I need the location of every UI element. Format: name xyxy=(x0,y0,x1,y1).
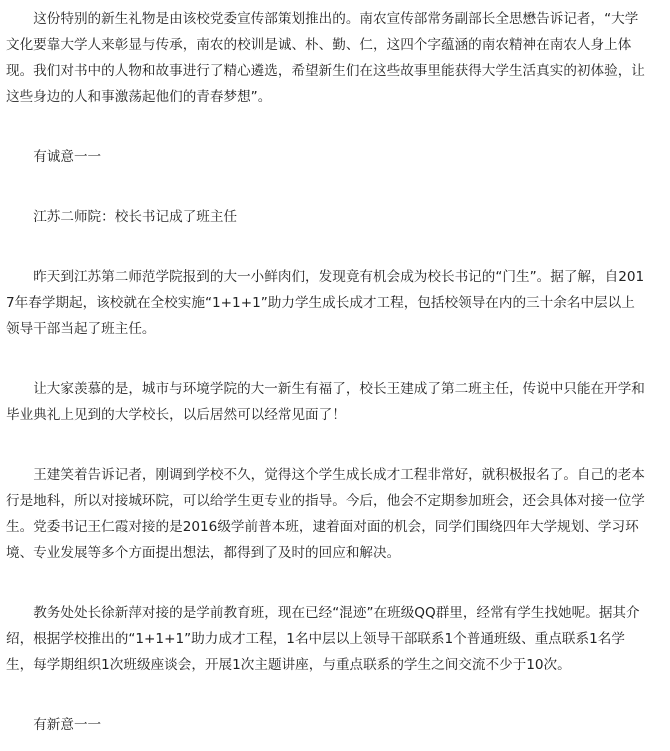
section-heading-sincerity: 有诚意一一 xyxy=(33,149,102,165)
paragraph-wangjian-quote: 王建笑着告诉记者，刚调到学校不久，觉得这个学生成长成才工程非常好，就积极报名了。自己的老本行是地科，所以对接城环院，可以给学生更专业的指导。今后，他会不定期参加班会，还会具体对接一位学生。党委书记王仁霞对接的是2016级学前普本班，逮着面对面的机会，同学们围绕四年大学规划、学习环境、专业发展等多个方面提出想法，都得到了及时的回应和解决。 xyxy=(6,467,645,561)
subheading-jiangsu-second-normal: 江苏二师院：校长书记成了班主任 xyxy=(33,209,238,225)
article-body xyxy=(6,6,646,738)
paragraph-academic-affairs: 教务处处长徐新萍对接的是学前教育班，现在已经“混迹”在班级QQ群里，经常有学生找她呢。据其介绍，根据学校推出的“1+1+1”助力成才工程，1名中层以上领导干部联系1个普通班级、重点联系1名学生，每学期组织1次班级座谈会，开展1次主题讲座，与重点联系的学生之间交流不少于10次。 xyxy=(6,605,640,673)
paragraph-gift-intro: 这份特别的新生礼物是由该校党委宣传部策划推出的。南农宣传部常务副部长全思懋告诉记者，“大学文化要靠大学人来彰显与传承，南农的校训是诚、朴、勤、仁，这四个字蕴涵的南农精神在南农人身上体现。我们对书中的人物和故事进行了精心遴选，希望新生们在这些故事里能获得大学生活真实的初体验，让这些身边的人和事激荡起他们的青春梦想”。 xyxy=(6,11,645,105)
paragraph-president-class: 让大家羡慕的是，城市与环境学院的大一新生有福了，校长王建成了第二班主任，传说中只能在开学和毕业典礼上见到的大学校长，以后居然可以经常见面了！ xyxy=(6,381,645,423)
section-heading-novelty: 有新意一一 xyxy=(33,717,102,733)
paragraph-freshmen-mentors: 昨天到江苏第二师范学院报到的大一小鲜肉们，发现竟有机会成为校长书记的“门生”。据了解，自2017年春学期起，该校就在全校实施“1+1+1”助力学生成长成才工程，包括校领导在内的三十余名中层以上领导干部当起了班主任。 xyxy=(6,269,645,337)
